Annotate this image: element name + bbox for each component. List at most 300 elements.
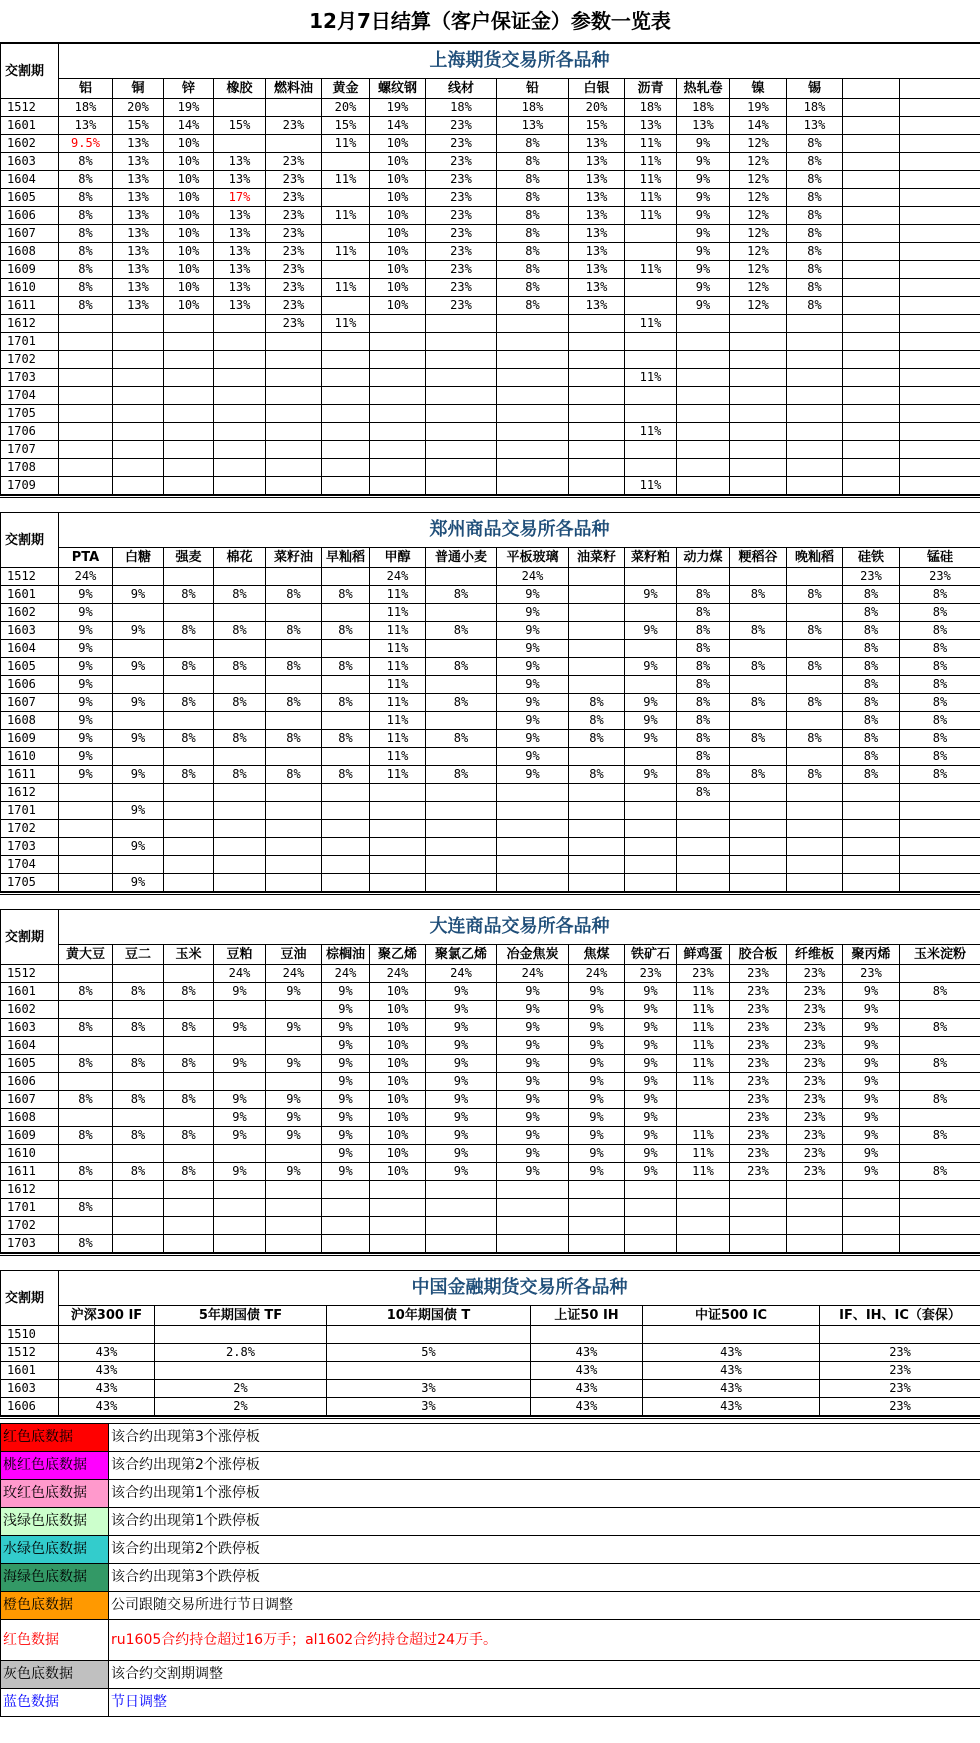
value-cell: 9% — [497, 586, 569, 604]
value-cell: 9% — [113, 622, 164, 640]
value-cell — [214, 640, 266, 658]
value-cell: 8% — [843, 748, 900, 766]
value-cell — [322, 1181, 370, 1199]
value-cell: 23% — [787, 1073, 843, 1091]
value-cell: 8% — [497, 225, 569, 243]
page-title: 12月7日结算（客户保证金）参数一览表 — [0, 0, 980, 43]
value-cell: 9% — [59, 748, 113, 766]
value-cell — [214, 423, 266, 441]
table-row — [1, 243, 980, 261]
value-cell — [266, 748, 322, 766]
exchange-header-row — [1, 910, 980, 945]
value-cell: 9% — [426, 1145, 497, 1163]
value-cell: 8% — [787, 766, 843, 784]
period-cell: 1706 — [1, 423, 59, 441]
value-cell: 43% — [531, 1380, 643, 1398]
table-row — [1, 171, 980, 189]
value-cell — [677, 1181, 730, 1199]
value-cell — [900, 1199, 980, 1217]
value-cell: 13% — [113, 261, 164, 279]
table-row — [1, 1073, 980, 1091]
value-cell — [497, 441, 569, 459]
value-cell — [113, 1235, 164, 1253]
value-cell — [426, 1181, 497, 1199]
value-cell — [677, 459, 730, 477]
value-cell: 8% — [677, 730, 730, 748]
value-cell: 8% — [900, 676, 980, 694]
value-cell — [266, 640, 322, 658]
value-cell: 8% — [59, 1127, 113, 1145]
value-cell: 23% — [625, 965, 677, 983]
value-cell — [322, 874, 370, 892]
period-cell: 1607 — [1, 225, 59, 243]
empty-cell — [900, 459, 980, 477]
value-cell: 9% — [59, 604, 113, 622]
value-cell — [59, 1217, 113, 1235]
value-cell — [322, 604, 370, 622]
value-cell — [426, 748, 497, 766]
value-cell — [787, 820, 843, 838]
table-row — [1, 387, 980, 405]
value-cell: 8% — [787, 153, 843, 171]
value-cell: 9% — [497, 730, 569, 748]
value-cell: 9% — [625, 1127, 677, 1145]
value-cell: 13% — [569, 243, 625, 261]
value-cell: 23% — [730, 965, 787, 983]
period-cell: 1606 — [1, 1398, 59, 1416]
value-cell — [370, 784, 426, 802]
product-header: 线材 — [426, 79, 497, 99]
table-row — [1, 297, 980, 315]
empty-cell — [843, 351, 900, 369]
product-header: 镍 — [730, 79, 787, 99]
value-cell: 9% — [113, 730, 164, 748]
period-header: 交割期 — [1, 1271, 59, 1326]
period-cell: 1612 — [1, 1181, 59, 1199]
value-cell — [322, 387, 370, 405]
value-cell: 15% — [113, 117, 164, 135]
value-cell: 13% — [113, 171, 164, 189]
value-cell — [164, 441, 214, 459]
value-cell: 9% — [569, 1091, 625, 1109]
table-row — [1, 1055, 980, 1073]
value-cell: 9% — [497, 1127, 569, 1145]
value-cell: 8% — [322, 694, 370, 712]
value-cell: 8% — [677, 748, 730, 766]
value-cell — [820, 1326, 980, 1344]
value-cell: 8% — [426, 766, 497, 784]
period-cell: 1702 — [1, 351, 59, 369]
value-cell — [426, 405, 497, 423]
value-cell — [497, 387, 569, 405]
value-cell: 12% — [730, 189, 787, 207]
value-cell: 8% — [900, 730, 980, 748]
value-cell — [322, 333, 370, 351]
value-cell — [59, 802, 113, 820]
value-cell: 8% — [59, 1091, 113, 1109]
value-cell — [569, 423, 625, 441]
value-cell: 13% — [569, 261, 625, 279]
product-header: 螺纹钢 — [370, 79, 426, 99]
period-cell: 1704 — [1, 856, 59, 874]
period-cell: 1610 — [1, 1145, 59, 1163]
value-cell: 23% — [900, 568, 980, 586]
period-cell: 1707 — [1, 441, 59, 459]
value-cell: 13% — [787, 117, 843, 135]
value-cell: 9% — [497, 658, 569, 676]
value-cell: 43% — [59, 1398, 155, 1416]
value-cell: 8% — [843, 766, 900, 784]
period-cell: 1709 — [1, 477, 59, 495]
value-cell — [266, 423, 322, 441]
value-cell: 23% — [426, 135, 497, 153]
value-cell — [164, 1199, 214, 1217]
value-cell: 10% — [164, 225, 214, 243]
value-cell — [164, 1073, 214, 1091]
product-header: 玉米 — [164, 945, 214, 965]
period-cell: 1608 — [1, 243, 59, 261]
value-cell: 9% — [625, 586, 677, 604]
value-cell: 23% — [730, 1073, 787, 1091]
value-cell: 9% — [426, 1091, 497, 1109]
value-cell: 8% — [113, 1127, 164, 1145]
value-cell — [327, 1326, 531, 1344]
table-row — [1, 441, 980, 459]
value-cell — [569, 568, 625, 586]
value-cell — [266, 1217, 322, 1235]
product-header: 玉米淀粉 — [900, 945, 980, 965]
empty-cell — [900, 351, 980, 369]
product-header: 早籼稻 — [322, 548, 370, 568]
value-cell: 8% — [787, 586, 843, 604]
value-cell — [370, 387, 426, 405]
value-cell: 3% — [327, 1398, 531, 1416]
value-cell: 23% — [426, 207, 497, 225]
value-cell — [164, 874, 214, 892]
value-cell: 23% — [730, 1109, 787, 1127]
value-cell: 9% — [497, 676, 569, 694]
value-cell — [569, 477, 625, 495]
value-cell: 8% — [569, 730, 625, 748]
value-cell — [730, 423, 787, 441]
value-cell: 9% — [113, 838, 164, 856]
value-cell: 10% — [370, 243, 426, 261]
value-cell — [266, 351, 322, 369]
value-cell: 23% — [266, 117, 322, 135]
value-cell: 9% — [266, 1019, 322, 1037]
table-row — [1, 802, 980, 820]
value-cell: 8% — [900, 658, 980, 676]
value-cell — [113, 784, 164, 802]
value-cell: 9% — [625, 622, 677, 640]
value-cell — [59, 1109, 113, 1127]
value-cell: 8% — [59, 261, 113, 279]
table-row — [1, 1199, 980, 1217]
value-cell: 10% — [370, 279, 426, 297]
value-cell: 9% — [426, 1055, 497, 1073]
table-row — [1, 640, 980, 658]
value-cell — [426, 604, 497, 622]
value-cell: 9% — [625, 1055, 677, 1073]
value-cell — [900, 965, 980, 983]
value-cell — [569, 441, 625, 459]
empty-cell — [843, 243, 900, 261]
value-cell — [266, 802, 322, 820]
value-cell: 10% — [370, 1001, 426, 1019]
value-cell — [787, 333, 843, 351]
value-cell: 8% — [497, 207, 569, 225]
value-cell: 11% — [322, 171, 370, 189]
value-cell — [164, 1037, 214, 1055]
value-cell: 8% — [787, 243, 843, 261]
value-cell: 11% — [625, 477, 677, 495]
empty-cell — [843, 153, 900, 171]
value-cell — [787, 423, 843, 441]
value-cell: 8% — [113, 1091, 164, 1109]
value-cell: 10% — [370, 1073, 426, 1091]
value-cell: 10% — [370, 1019, 426, 1037]
value-cell: 23% — [730, 1145, 787, 1163]
value-cell: 11% — [625, 135, 677, 153]
value-cell: 9% — [569, 1019, 625, 1037]
value-cell — [164, 333, 214, 351]
value-cell — [59, 333, 113, 351]
table-row — [1, 351, 980, 369]
value-cell: 13% — [569, 189, 625, 207]
value-cell: 9% — [497, 640, 569, 658]
value-cell — [113, 369, 164, 387]
value-cell: 9% — [426, 983, 497, 1001]
value-cell — [787, 568, 843, 586]
value-cell: 13% — [113, 243, 164, 261]
value-cell — [370, 459, 426, 477]
value-cell: 14% — [730, 117, 787, 135]
value-cell — [900, 856, 980, 874]
table-row — [1, 874, 980, 892]
value-cell — [730, 315, 787, 333]
value-cell: 13% — [113, 279, 164, 297]
legend-description: 该合约出现第3个跌停板 — [109, 1564, 980, 1592]
value-cell: 13% — [214, 153, 266, 171]
value-cell — [677, 405, 730, 423]
value-cell — [322, 405, 370, 423]
value-cell: 9% — [266, 1091, 322, 1109]
value-cell: 8% — [266, 658, 322, 676]
value-cell: 9% — [322, 1163, 370, 1181]
value-cell: 9% — [625, 983, 677, 1001]
period-cell: 1702 — [1, 820, 59, 838]
product-header: 纤维板 — [787, 945, 843, 965]
period-cell: 1605 — [1, 1055, 59, 1073]
value-cell — [900, 820, 980, 838]
value-cell: 9% — [59, 586, 113, 604]
value-cell: 8% — [59, 171, 113, 189]
value-cell — [164, 838, 214, 856]
value-cell — [677, 333, 730, 351]
value-cell: 8% — [113, 1055, 164, 1073]
value-cell — [266, 784, 322, 802]
value-cell: 8% — [59, 225, 113, 243]
value-cell: 8% — [787, 261, 843, 279]
value-cell: 23% — [730, 1163, 787, 1181]
value-cell — [787, 784, 843, 802]
value-cell: 2% — [155, 1380, 327, 1398]
value-cell — [497, 856, 569, 874]
product-header: 硅铁 — [843, 548, 900, 568]
value-cell: 8% — [787, 279, 843, 297]
value-cell — [426, 1235, 497, 1253]
value-cell: 8% — [497, 135, 569, 153]
period-cell: 1612 — [1, 315, 59, 333]
empty-cell — [843, 477, 900, 495]
value-cell — [426, 820, 497, 838]
value-cell — [677, 1217, 730, 1235]
value-cell — [787, 459, 843, 477]
empty-cell — [900, 423, 980, 441]
value-cell: 10% — [370, 207, 426, 225]
value-cell — [843, 1217, 900, 1235]
period-cell: 1603 — [1, 1380, 59, 1398]
product-header: 棕榈油 — [322, 945, 370, 965]
value-cell: 8% — [59, 279, 113, 297]
value-cell: 23% — [266, 243, 322, 261]
value-cell: 13% — [214, 261, 266, 279]
value-cell: 9% — [266, 1163, 322, 1181]
empty-cell — [900, 153, 980, 171]
value-cell: 9% — [625, 658, 677, 676]
value-cell — [730, 784, 787, 802]
empty-cell — [900, 279, 980, 297]
value-cell — [900, 1109, 980, 1127]
value-cell — [113, 820, 164, 838]
exchange-table — [0, 1270, 980, 1416]
value-cell — [322, 477, 370, 495]
value-cell — [787, 441, 843, 459]
value-cell — [787, 748, 843, 766]
value-cell — [625, 802, 677, 820]
value-cell: 9% — [625, 1163, 677, 1181]
period-cell: 1510 — [1, 1326, 59, 1344]
value-cell: 19% — [370, 99, 426, 117]
value-cell: 23% — [787, 983, 843, 1001]
value-cell: 11% — [625, 153, 677, 171]
value-cell: 8% — [214, 658, 266, 676]
value-cell — [625, 441, 677, 459]
value-cell: 8% — [426, 658, 497, 676]
value-cell: 9% — [677, 171, 730, 189]
value-cell — [59, 1181, 113, 1199]
empty-cell — [900, 225, 980, 243]
value-cell: 20% — [569, 99, 625, 117]
value-cell — [214, 315, 266, 333]
value-cell: 8% — [59, 1163, 113, 1181]
value-cell — [730, 441, 787, 459]
value-cell — [113, 333, 164, 351]
value-cell: 9% — [266, 1109, 322, 1127]
value-cell — [497, 333, 569, 351]
value-cell: 23% — [730, 1001, 787, 1019]
value-cell: 9% — [625, 712, 677, 730]
value-cell: 10% — [164, 153, 214, 171]
value-cell: 14% — [370, 117, 426, 135]
value-cell: 23% — [730, 1019, 787, 1037]
value-cell: 9% — [426, 1001, 497, 1019]
table-row — [1, 748, 980, 766]
value-cell: 13% — [569, 297, 625, 315]
value-cell: 8% — [164, 622, 214, 640]
value-cell: 10% — [370, 1091, 426, 1109]
value-cell: 23% — [266, 171, 322, 189]
value-cell — [497, 838, 569, 856]
value-cell: 8% — [164, 694, 214, 712]
value-cell — [370, 1199, 426, 1217]
value-cell: 8% — [164, 658, 214, 676]
value-cell: 13% — [113, 189, 164, 207]
value-cell: 8% — [900, 1055, 980, 1073]
value-cell: 8% — [730, 730, 787, 748]
value-cell — [787, 387, 843, 405]
value-cell: 8% — [787, 225, 843, 243]
value-cell: 23% — [426, 153, 497, 171]
value-cell: 8% — [730, 694, 787, 712]
value-cell: 11% — [370, 604, 426, 622]
value-cell: 9% — [625, 1109, 677, 1127]
value-cell: 18% — [787, 99, 843, 117]
legend-description: 该合约出现第2个跌停板 — [109, 1536, 980, 1564]
table-row — [1, 459, 980, 477]
value-cell — [164, 1145, 214, 1163]
value-cell — [266, 99, 322, 117]
empty-cell — [900, 135, 980, 153]
period-cell: 1609 — [1, 730, 59, 748]
value-cell: 9% — [59, 712, 113, 730]
value-cell — [59, 856, 113, 874]
value-cell: 10% — [370, 983, 426, 1001]
exchange-title: 大连商品交易所各品种 — [59, 910, 980, 945]
value-cell — [113, 423, 164, 441]
value-cell: 8% — [59, 1199, 113, 1217]
value-cell — [214, 784, 266, 802]
value-cell — [787, 676, 843, 694]
empty-cell — [900, 405, 980, 423]
value-cell — [113, 1181, 164, 1199]
value-cell: 8% — [677, 640, 730, 658]
value-cell — [531, 1326, 643, 1344]
value-cell — [113, 712, 164, 730]
value-cell — [625, 333, 677, 351]
table-row — [1, 423, 980, 441]
value-cell — [426, 333, 497, 351]
value-cell: 8% — [677, 784, 730, 802]
value-cell: 11% — [677, 1127, 730, 1145]
value-cell: 8% — [266, 766, 322, 784]
value-cell: 11% — [677, 1055, 730, 1073]
value-cell: 8% — [214, 730, 266, 748]
value-cell — [214, 441, 266, 459]
value-cell: 9% — [843, 1127, 900, 1145]
value-cell — [113, 676, 164, 694]
value-cell — [569, 351, 625, 369]
table-row — [1, 604, 980, 622]
value-cell — [322, 802, 370, 820]
value-cell — [370, 423, 426, 441]
value-cell — [787, 604, 843, 622]
value-cell: 9% — [426, 1127, 497, 1145]
value-cell — [370, 1235, 426, 1253]
value-cell — [322, 1217, 370, 1235]
value-cell — [164, 784, 214, 802]
table-row — [1, 766, 980, 784]
